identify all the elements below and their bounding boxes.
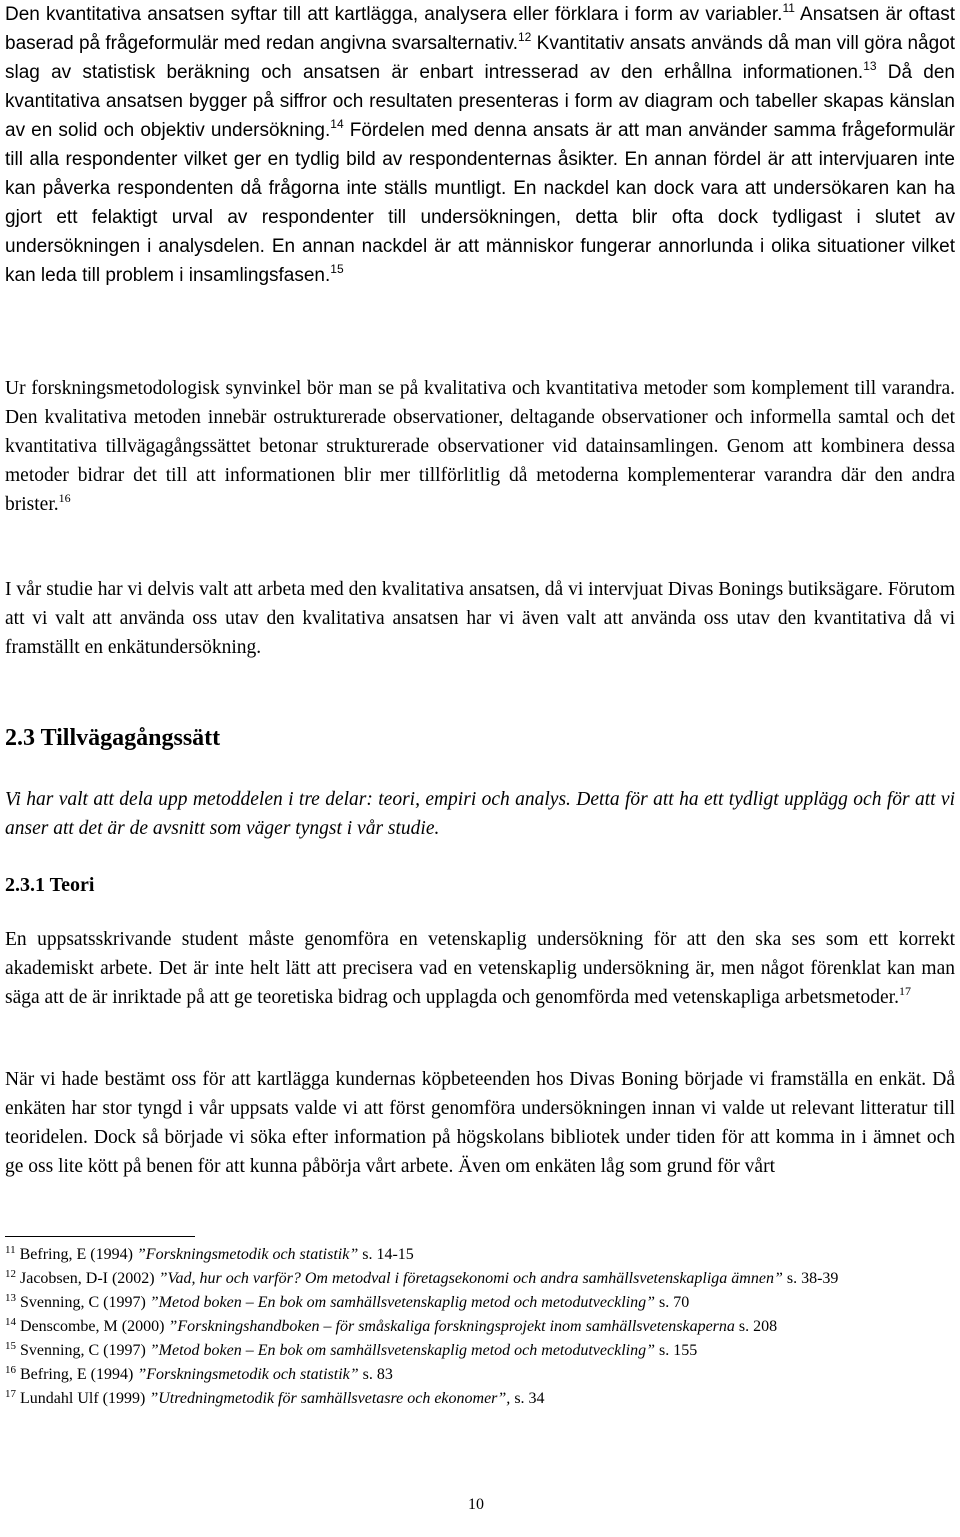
footnote-text: s. 70	[655, 1294, 690, 1311]
footnote-ref[interactable]: 13	[863, 59, 877, 73]
footnote-text: Lundahl Ulf (1999)	[20, 1390, 150, 1407]
footnote-number: 12	[5, 1268, 16, 1280]
footnote-number: 11	[5, 1244, 16, 1256]
footnote-text: s. 155	[655, 1342, 698, 1359]
footnote-item	[5, 1339, 920, 1363]
text-run: Den kvantitativa ansatsen syftar till att kartlägga, analysera eller förklara i form av variabler.	[5, 4, 783, 25]
footnote-divider	[5, 1236, 195, 1237]
page-number: 10	[468, 1496, 484, 1513]
footnote-item	[5, 1267, 920, 1291]
footnote-item	[5, 1363, 920, 1387]
footnote-title: ”Forskningshandboken – för småskaliga forskningsprojekt inom samhällsvetenskaperna	[168, 1318, 735, 1335]
subsection-heading-2-3-1: 2.3.1 Teori	[5, 874, 95, 896]
text-run: När vi hade bestämt oss för att kartlägga kundernas köpbeteenden hos Divas Boning började vi framställa en enkät. Då enkäten har stor tyngd i vår uppsats valde vi att först genomföra undersökningen innan vi valde ut relevant litteratur till teoridelen. Dock så började vi söka efter information på högskolans bibliotek under tiden för att komma in i ämnet och ge oss lite kött på benen för att kunna påbörja vårt arbete. Även om enkäten låg som grund för vårt	[5, 1069, 955, 1177]
text-run: Ur forskningsmetodologisk synvinkel bör man se på kvalitativa och kvantitativa metoder som komplement till varandra. Den kvalitativa metoden innebär ostrukturerade observationer, deltagande observationer och informella samtal och det kvantitativa tillvägagångssättet betonar strukturerade observationer vid datainsamlingen. Genom att kombinera dessa metoder bidrar det till att informationen blir mer tillförlitlig då metoderna komplementerar varandra där den andra brister.	[5, 378, 955, 515]
footnote-item	[5, 1243, 920, 1267]
footnote-title: ”Vad, hur och varför? Om metodval i företagsekonomi och andra samhällsvetenskapliga ämnen”	[158, 1270, 783, 1287]
paragraph-survey	[5, 1065, 955, 1181]
footnote-text: Denscombe, M (2000)	[20, 1318, 169, 1335]
footnote-number: 14	[5, 1316, 16, 1328]
footnote-text: s. 14-15	[358, 1246, 414, 1263]
footnote-text: Jacobsen, D-I (2002)	[20, 1270, 159, 1287]
section-intro: Vi har valt att dela upp metoddelen i tre delar: teori, empiri och analys. Detta för att ha ett tydligt upplägg och för att vi anser att det är de avsnitt som väger tyngst i vår studie.	[5, 789, 955, 839]
footnote-text: Befring, E (1994)	[19, 1246, 137, 1263]
text-run: Fördelen med denna ansats är att man använder samma frågeformulär till alla respondenter vilket ger en tydlig bild av respondenternas åsikter. En annan fördel är att intervjuaren inte kan påverka respondenten då frågorna inte ställs muntligt. En nackdel kan dock vara att undersökaren kan ha gjort ett felaktigt urval av respondenter till undersökningen, detta blir ofta dock tydligast i slutet av undersökningen i analysdelen. En annan nackdel är att människor fungerar annorlunda i olika situationer vilket kan leda till problem i insamlingsfasen.	[5, 120, 955, 286]
footnote-title: ”Forskningsmetodik och statistik”	[136, 1246, 359, 1263]
footnote-number: 13	[5, 1292, 16, 1304]
footnote-text: Svenning, C (1997)	[20, 1342, 150, 1359]
footnote-title: ”Forskningsmetodik och statistik”	[137, 1366, 359, 1383]
footnote-ref[interactable]: 11	[782, 1, 795, 15]
footnote-number: 16	[5, 1364, 16, 1376]
text-run: Ansatsen är oftast baserad på frågeformulär med redan angivna svarsalternativ.	[5, 4, 956, 54]
paragraph-quantitative-approach	[5, 0, 955, 290]
text-run: Då den kvantitativa ansatsen bygger på siffror och resultaten presenteras i form av diagram och tabeller skapas känslan av en solid och objektiv undersökning.	[5, 62, 956, 141]
footnote-title: ”Metod boken – En bok om samhällsvetenskaplig metod och metodutveckling”	[149, 1342, 655, 1359]
footnote-ref[interactable]: 16	[58, 491, 71, 505]
footnote-item	[5, 1387, 920, 1411]
footnote-ref[interactable]: 12	[518, 30, 532, 44]
footnote-text: s. 34	[510, 1390, 545, 1407]
footnote-number: 17	[5, 1388, 16, 1400]
footnote-item	[5, 1291, 920, 1315]
footnote-item	[5, 1315, 920, 1339]
footnotes-list	[5, 1243, 920, 1411]
footnote-text: s. 83	[358, 1366, 393, 1383]
footnote-text: Befring, E (1994)	[20, 1366, 138, 1383]
footnote-title: ”Utredningmetodik för samhällsvetasre och ekonomer”,	[149, 1390, 511, 1407]
text-run: I vår studie har vi delvis valt att arbeta med den kvalitativa ansatsen, då vi intervjuat Divas Bonings butiksägare. Förutom att vi valt att använda oss utav den kvalitativa ansatsen har vi även valt att använda oss utav den kvantitativa då vi framställt en enkätundersökning.	[5, 579, 955, 658]
footnote-text: s. 38-39	[782, 1270, 839, 1287]
paragraph-complementary-methods	[5, 374, 955, 519]
section-heading-2-3: 2.3 Tillvägagångssätt	[5, 725, 221, 751]
paragraph-theory	[5, 925, 955, 1012]
footnote-ref[interactable]: 15	[330, 262, 344, 276]
paragraph-our-study	[5, 575, 955, 662]
footnote-ref[interactable]: 17	[898, 984, 911, 998]
text-run: En uppsatsskrivande student måste genomföra en vetenskaplig undersökning för att den ska ses som ett korrekt akademiskt arbete. Det är inte helt lätt att precisera vad en vetenskaplig undersökning är, men något förenklat kan man säga att de är inriktade på att ge teoretiska bidrag och upplagda och genomförda med vetenskapliga arbetsmetoder.	[5, 929, 955, 1008]
footnote-title: ”Metod boken – En bok om samhällsvetenskaplig metod och metodutveckling”	[149, 1294, 655, 1311]
text-run: Kvantitativ ansats används då man vill göra något slag av statistisk beräkning och ansatsen är enbart intresserad av den erhållna informationen.	[5, 33, 955, 83]
footnote-text: s. 208	[734, 1318, 778, 1335]
footnote-text: Svenning, C (1997)	[20, 1294, 150, 1311]
footnote-number: 15	[5, 1340, 16, 1352]
footnote-ref[interactable]: 14	[330, 117, 344, 131]
